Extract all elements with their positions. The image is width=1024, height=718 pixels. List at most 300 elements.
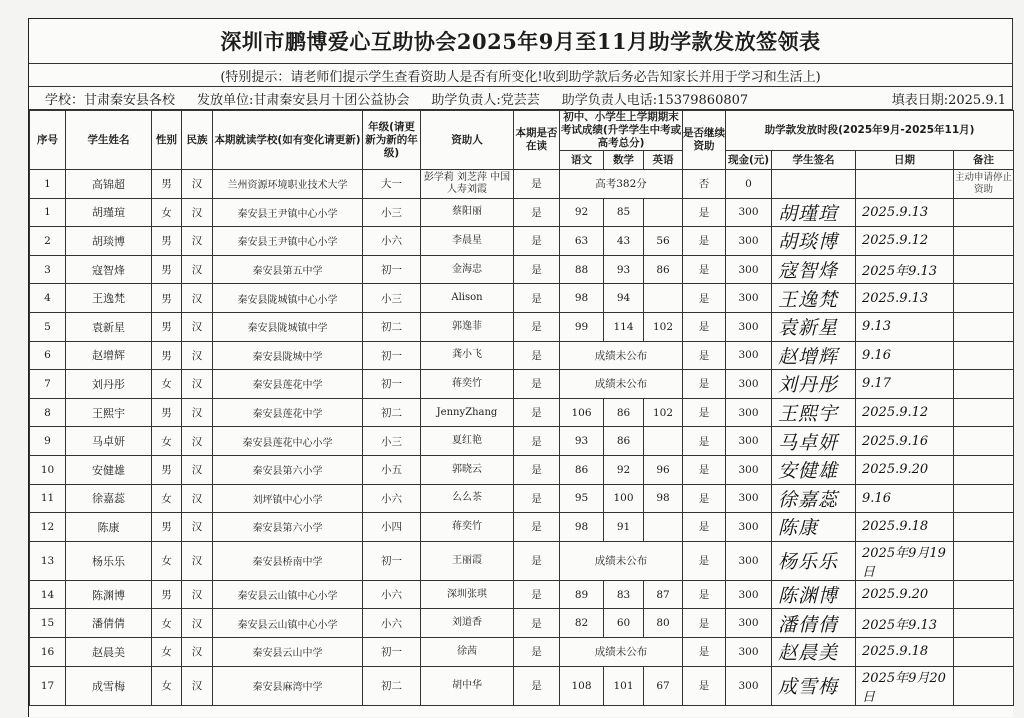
- cell-gender: 男: [152, 227, 182, 256]
- col-header-gender: 性别: [152, 111, 182, 170]
- cell-school: 秦安县云山镇中心小学: [213, 580, 363, 609]
- cell-cash: 300: [726, 484, 772, 513]
- cell-school: 秦安县桥南中学: [213, 541, 363, 580]
- cell-no: 8: [30, 398, 66, 427]
- cell-chinese: 108: [560, 666, 604, 705]
- cell-ethnicity: 汉: [182, 284, 213, 313]
- cell-sign-date: 9.16: [856, 341, 954, 370]
- col-header-continue: 是否继续资助: [683, 111, 726, 170]
- col-header-date: 日期: [856, 151, 954, 170]
- cell-sign-date: 2025.9.12: [856, 227, 954, 256]
- cell-name: 刘丹彤: [66, 370, 152, 399]
- cell-remarks: [954, 455, 1014, 484]
- cell-math: 85: [604, 198, 644, 227]
- cell-cash: 300: [726, 370, 772, 399]
- cell-ethnicity: 汉: [182, 255, 213, 284]
- cell-name: 胡琰博: [66, 227, 152, 256]
- cell-no: 16: [30, 637, 66, 666]
- cell-gender: 男: [152, 170, 182, 199]
- table-row: [30, 170, 1014, 199]
- cell-chinese: 82: [560, 609, 604, 638]
- cell-no: 5: [30, 312, 66, 341]
- cell-grade: 初一: [363, 370, 421, 399]
- cell-chinese: 89: [560, 580, 604, 609]
- cell-enrolled: 是: [514, 398, 560, 427]
- cell-grade: 小五: [363, 455, 421, 484]
- cell-name: 徐嘉蕊: [66, 484, 152, 513]
- cell-remarks: [954, 513, 1014, 542]
- cell-sign-date: 2025.9.13: [856, 198, 954, 227]
- cell-grade: 小六: [363, 227, 421, 256]
- col-header-chinese: 语文: [560, 151, 604, 170]
- cell-math: 83: [604, 580, 644, 609]
- cell-enrolled: 是: [514, 284, 560, 313]
- cell-enrolled: 是: [514, 255, 560, 284]
- cell-continue: 是: [683, 609, 726, 638]
- cell-chinese: 98: [560, 513, 604, 542]
- cell-ethnicity: 汉: [182, 370, 213, 399]
- special-notice: (特别提示：请老师们提示学生查看资助人是否有所变化!收到助学款后务必告知家长并用于学习和生活上): [29, 64, 1013, 87]
- fill-date: 填表日期:2025.9.1: [891, 92, 1006, 108]
- cell-grade: 小六: [363, 484, 421, 513]
- cell-school: 秦安县王尹镇中心小学: [213, 198, 363, 227]
- cell-name: 杨乐乐: [66, 541, 152, 580]
- cell-ethnicity: 汉: [182, 637, 213, 666]
- cell-signature: 陈渊博: [772, 580, 856, 609]
- cell-enrolled: 是: [514, 312, 560, 341]
- cell-signature: 胡瑾瑄: [772, 198, 856, 227]
- cell-cash: 300: [726, 609, 772, 638]
- cell-enrolled: 是: [514, 370, 560, 399]
- cell-no: 12: [30, 513, 66, 542]
- cell-math: 92: [604, 455, 644, 484]
- cell-school: 秦安县莲花中学: [213, 370, 363, 399]
- cell-continue: 是: [683, 484, 726, 513]
- cell-no: 11: [30, 484, 66, 513]
- cell-sign-date: 2025.9.16: [856, 427, 954, 456]
- cell-name: 陈渊博: [66, 580, 152, 609]
- cell-enrolled: 是: [514, 484, 560, 513]
- cell-gender: 男: [152, 455, 182, 484]
- cell-sponsor: 深圳张琪: [421, 580, 514, 609]
- cell-ethnicity: 汉: [182, 666, 213, 705]
- cell-no: 15: [30, 609, 66, 638]
- cell-signature: 王逸梵: [772, 284, 856, 313]
- table-row: [30, 637, 1014, 666]
- cell-signature: 安健雄: [772, 455, 856, 484]
- cell-enrolled: 是: [514, 455, 560, 484]
- cell-cash: 300: [726, 227, 772, 256]
- cell-remarks: [954, 484, 1014, 513]
- cell-grade: 小三: [363, 284, 421, 313]
- cell-gender: 女: [152, 427, 182, 456]
- cell-ethnicity: 汉: [182, 227, 213, 256]
- table-row: [30, 427, 1014, 456]
- cell-grade: 初一: [363, 255, 421, 284]
- cell-gender: 女: [152, 541, 182, 580]
- cell-name: 袁新星: [66, 312, 152, 341]
- cell-sponsor: 胡中华: [421, 666, 514, 705]
- col-header-scores: 初中、小学生上学期期末考试成绩(升学学生中考或高考总分): [560, 111, 682, 149]
- cell-signature: 杨乐乐: [772, 541, 856, 580]
- cell-gender: 女: [152, 370, 182, 399]
- page-title: 深圳市鹏博爱心互助协会2025年9月至11月助学款发放签领表: [29, 19, 1013, 64]
- cell-continue: 是: [683, 666, 726, 705]
- cell-enrolled: 是: [514, 637, 560, 666]
- cell-grade: 初一: [363, 637, 421, 666]
- col-header-enrolled: 本期是否在读: [514, 111, 560, 170]
- table-row: [30, 198, 1014, 227]
- cell-gender: 男: [152, 341, 182, 370]
- cell-cash: 0: [726, 170, 772, 199]
- cell-ethnicity: 汉: [182, 341, 213, 370]
- cell-remarks: [954, 541, 1014, 580]
- cell-english: 56: [644, 227, 683, 256]
- cell-signature: 赵晨美: [772, 637, 856, 666]
- cell-cash: 300: [726, 341, 772, 370]
- cell-grade: 初二: [363, 312, 421, 341]
- cell-sign-date: 2025年9.13: [856, 255, 954, 284]
- cell-ethnicity: 汉: [182, 513, 213, 542]
- cell-sponsor: 蒋奕竹: [421, 513, 514, 542]
- table-row: [30, 666, 1014, 705]
- col-header-ethnicity: 民族: [182, 111, 213, 170]
- cell-ethnicity: 汉: [182, 198, 213, 227]
- cell-gender: 女: [152, 666, 182, 705]
- cell-score-note: 成绩未公布: [560, 541, 683, 580]
- cell-no: 7: [30, 370, 66, 399]
- cell-english: 96: [644, 455, 683, 484]
- cell-sign-date: 9.13: [856, 312, 954, 341]
- cell-name: 王熙宇: [66, 398, 152, 427]
- cell-cash: 300: [726, 255, 772, 284]
- cell-remarks: [954, 198, 1014, 227]
- cell-signature: 徐嘉蕊: [772, 484, 856, 513]
- col-header-remarks: 备注: [954, 151, 1014, 170]
- cell-name: 赵增辉: [66, 341, 152, 370]
- cell-grade: 小三: [363, 427, 421, 456]
- cell-enrolled: 是: [514, 513, 560, 542]
- cell-grade: 初二: [363, 666, 421, 705]
- cell-no: 2: [30, 227, 66, 256]
- cell-no: 4: [30, 284, 66, 313]
- cell-no: 6: [30, 341, 66, 370]
- col-header-school: 本期就读学校(如有变化请更新): [213, 111, 363, 170]
- cell-score-note: 成绩未公布: [560, 341, 683, 370]
- cell-sponsor: 蒋奕竹: [421, 370, 514, 399]
- cell-gender: 男: [152, 312, 182, 341]
- cell-enrolled: 是: [514, 170, 560, 199]
- cell-cash: 300: [726, 637, 772, 666]
- school-info: 学校：甘肃秦安县各校: [45, 92, 176, 108]
- cell-sign-date: 2025.9.20: [856, 455, 954, 484]
- cell-school: 秦安县莲花中心小学: [213, 427, 363, 456]
- cell-remarks: [954, 370, 1014, 399]
- cell-name: 成雪梅: [66, 666, 152, 705]
- cell-remarks: [954, 227, 1014, 256]
- cell-cash: 300: [726, 427, 772, 456]
- cell-remarks: [954, 427, 1014, 456]
- cell-cash: 300: [726, 398, 772, 427]
- cell-grade: 小三: [363, 198, 421, 227]
- cell-enrolled: 是: [514, 666, 560, 705]
- table-row: [30, 541, 1014, 580]
- cell-signature: 潘倩倩: [772, 609, 856, 638]
- cell-math: 86: [604, 427, 644, 456]
- cell-name: 赵晨美: [66, 637, 152, 666]
- cell-grade: 大一: [363, 170, 421, 199]
- cell-sign-date: 2025.9.18: [856, 513, 954, 542]
- table-row: [30, 255, 1014, 284]
- cell-remarks: [954, 609, 1014, 638]
- cell-remarks: [954, 398, 1014, 427]
- cell-name: 胡瑾瑄: [66, 198, 152, 227]
- cell-sponsor: 金海忠: [421, 255, 514, 284]
- cell-continue: 是: [683, 227, 726, 256]
- cell-continue: 是: [683, 541, 726, 580]
- cell-name: 王逸梵: [66, 284, 152, 313]
- cell-grade: 小六: [363, 609, 421, 638]
- cell-cash: 300: [726, 455, 772, 484]
- cell-grade: 初一: [363, 341, 421, 370]
- grant-table: [29, 110, 1014, 706]
- cell-ethnicity: 汉: [182, 609, 213, 638]
- cell-ethnicity: 汉: [182, 484, 213, 513]
- cell-sponsor: 彭学莉 刘芝萍 中国人寿刘霞: [421, 170, 514, 199]
- cell-signature: 马卓妍: [772, 427, 856, 456]
- cell-continue: 是: [683, 513, 726, 542]
- cell-english: 102: [644, 312, 683, 341]
- cell-score-note: 成绩未公布: [560, 637, 683, 666]
- cell-chinese: 93: [560, 427, 604, 456]
- cell-school: 秦安县麻湾中学: [213, 666, 363, 705]
- cell-english: [644, 284, 683, 313]
- cell-enrolled: 是: [514, 341, 560, 370]
- cell-remarks: [954, 255, 1014, 284]
- cell-chinese: 99: [560, 312, 604, 341]
- cell-continue: 是: [683, 312, 726, 341]
- cell-sign-date: 2025.9.18: [856, 637, 954, 666]
- cell-grade: 小六: [363, 580, 421, 609]
- cell-name: 安健雄: [66, 455, 152, 484]
- cell-signature: 赵增辉: [772, 341, 856, 370]
- cell-chinese: 98: [560, 284, 604, 313]
- cell-name: 陈康: [66, 513, 152, 542]
- cell-english: 87: [644, 580, 683, 609]
- table-row: [30, 455, 1014, 484]
- col-header-sponsor: 资助人: [421, 111, 514, 170]
- table-row: [30, 227, 1014, 256]
- cell-name: 高锦超: [66, 170, 152, 199]
- cell-no: 10: [30, 455, 66, 484]
- cell-math: 43: [604, 227, 644, 256]
- cell-sponsor: 么么茶: [421, 484, 514, 513]
- cell-signature: 成雪梅: [772, 666, 856, 705]
- info-bar: [29, 87, 1013, 110]
- cell-sign-date: 2025年9月20日: [856, 666, 954, 705]
- col-header-grade: 年级(请更新为新的年级): [363, 111, 421, 170]
- cell-signature: 寇智烽: [772, 255, 856, 284]
- cell-sign-date: [856, 170, 954, 199]
- cell-cash: 300: [726, 198, 772, 227]
- cell-sponsor: 李晨星: [421, 227, 514, 256]
- cell-gender: 男: [152, 398, 182, 427]
- cell-no: 13: [30, 541, 66, 580]
- cell-english: 86: [644, 255, 683, 284]
- cell-school: 秦安县云山中学: [213, 637, 363, 666]
- sign-off-sheet: [28, 18, 1013, 717]
- table-row: [30, 580, 1014, 609]
- cell-gender: 男: [152, 255, 182, 284]
- cell-sign-date: 2025.9.12: [856, 398, 954, 427]
- cell-enrolled: 是: [514, 427, 560, 456]
- cell-math: 93: [604, 255, 644, 284]
- cell-sponsor: 夏红艳: [421, 427, 514, 456]
- cell-ethnicity: 汉: [182, 398, 213, 427]
- cell-gender: 女: [152, 198, 182, 227]
- cell-school: 秦安县第五中学: [213, 255, 363, 284]
- cell-signature: 袁新星: [772, 312, 856, 341]
- cell-signature: 陈康: [772, 513, 856, 542]
- cell-name: 马卓妍: [66, 427, 152, 456]
- cell-english: 67: [644, 666, 683, 705]
- cell-grade: 初二: [363, 398, 421, 427]
- cell-continue: 是: [683, 255, 726, 284]
- cell-school: 秦安县陇城中学: [213, 341, 363, 370]
- cell-continue: 否: [683, 170, 726, 199]
- cell-no: 17: [30, 666, 66, 705]
- cell-remarks: [954, 666, 1014, 705]
- cell-enrolled: 是: [514, 198, 560, 227]
- col-header-name: 学生姓名: [66, 111, 152, 170]
- cell-math: 101: [604, 666, 644, 705]
- cell-grade: 小四: [363, 513, 421, 542]
- cell-english: 80: [644, 609, 683, 638]
- cell-sign-date: 2025年9.13: [856, 609, 954, 638]
- issuer-info: 发放单位:甘肃秦安县月十团公益协会: [197, 92, 410, 108]
- cell-signature: 王熙宇: [772, 398, 856, 427]
- cell-school: 秦安县陇城镇中学: [213, 312, 363, 341]
- cell-cash: 300: [726, 312, 772, 341]
- cell-english: [644, 513, 683, 542]
- cell-school: 秦安县第六小学: [213, 455, 363, 484]
- cell-sign-date: 9.17: [856, 370, 954, 399]
- cell-english: 98: [644, 484, 683, 513]
- col-header-signature: 学生签名: [772, 151, 856, 170]
- cell-sponsor: 郭晓云: [421, 455, 514, 484]
- cell-chinese: 88: [560, 255, 604, 284]
- phone-info: 助学负责人电话:15379860807: [561, 92, 749, 108]
- col-header-no: 序号: [30, 111, 66, 170]
- cell-school: 秦安县陇城镇中心小学: [213, 284, 363, 313]
- cell-remarks: 主动申请停止资助: [954, 170, 1014, 199]
- cell-remarks: [954, 312, 1014, 341]
- cell-signature: 刘丹彤: [772, 370, 856, 399]
- cell-ethnicity: 汉: [182, 541, 213, 580]
- cell-no: 1: [30, 170, 66, 199]
- cell-sign-date: 2025.9.20: [856, 580, 954, 609]
- cell-cash: 300: [726, 541, 772, 580]
- cell-sponsor: 蔡阳丽: [421, 198, 514, 227]
- col-header-math: 数学: [604, 151, 644, 170]
- cell-signature: 胡琰博: [772, 227, 856, 256]
- cell-continue: 是: [683, 398, 726, 427]
- cell-name: 潘倩倩: [66, 609, 152, 638]
- table-row: [30, 513, 1014, 542]
- cell-chinese: 95: [560, 484, 604, 513]
- cell-signature: [772, 170, 856, 199]
- cell-score-note: 高考382分: [560, 170, 683, 199]
- cell-cash: 300: [726, 513, 772, 542]
- table-row: [30, 370, 1014, 399]
- cell-ethnicity: 汉: [182, 455, 213, 484]
- table-row: [30, 609, 1014, 638]
- cell-continue: 是: [683, 198, 726, 227]
- col-header-cash: 现金(元): [726, 151, 772, 170]
- cell-continue: 是: [683, 455, 726, 484]
- cell-gender: 女: [152, 609, 182, 638]
- cell-english: [644, 198, 683, 227]
- table-row: [30, 341, 1014, 370]
- cell-sponsor: 刘道香: [421, 609, 514, 638]
- cell-enrolled: 是: [514, 609, 560, 638]
- cell-sponsor: 王丽霞: [421, 541, 514, 580]
- cell-continue: 是: [683, 637, 726, 666]
- table-row: [30, 484, 1014, 513]
- cell-no: 14: [30, 580, 66, 609]
- table-row: [30, 312, 1014, 341]
- table-row: [30, 284, 1014, 313]
- cell-grade: 初一: [363, 541, 421, 580]
- cell-enrolled: 是: [514, 227, 560, 256]
- cell-school: 秦安县第六小学: [213, 513, 363, 542]
- cell-math: 91: [604, 513, 644, 542]
- cell-enrolled: 是: [514, 580, 560, 609]
- cell-sponsor: Alison: [421, 284, 514, 313]
- col-header-english: 英语: [644, 151, 683, 170]
- cell-cash: 300: [726, 284, 772, 313]
- cell-ethnicity: 汉: [182, 312, 213, 341]
- cell-english: [644, 427, 683, 456]
- cell-cash: 300: [726, 666, 772, 705]
- cell-ethnicity: 汉: [182, 580, 213, 609]
- cell-chinese: 92: [560, 198, 604, 227]
- cell-sign-date: 2025年9月19日: [856, 541, 954, 580]
- col-header-payment-period: 助学款发放时段(2025年9月-2025年11月): [726, 111, 1014, 151]
- cell-chinese: 63: [560, 227, 604, 256]
- cell-no: 9: [30, 427, 66, 456]
- cell-school: 秦安县云山镇中心小学: [213, 609, 363, 638]
- cell-name: 寇智烽: [66, 255, 152, 284]
- cell-school: 刘坪镇中心小学: [213, 484, 363, 513]
- cell-sign-date: 2025.9.13: [856, 284, 954, 313]
- cell-gender: 男: [152, 513, 182, 542]
- cell-gender: 女: [152, 637, 182, 666]
- cell-remarks: [954, 284, 1014, 313]
- cell-english: 102: [644, 398, 683, 427]
- cell-sponsor: 徐茜: [421, 637, 514, 666]
- cell-chinese: 86: [560, 455, 604, 484]
- cell-continue: 是: [683, 284, 726, 313]
- cell-no: 1: [30, 198, 66, 227]
- cell-math: 114: [604, 312, 644, 341]
- cell-score-note: 成绩未公布: [560, 370, 683, 399]
- cell-gender: 男: [152, 284, 182, 313]
- cell-gender: 女: [152, 484, 182, 513]
- cell-sponsor: 龚小飞: [421, 341, 514, 370]
- cell-math: 60: [604, 609, 644, 638]
- cell-cash: 300: [726, 580, 772, 609]
